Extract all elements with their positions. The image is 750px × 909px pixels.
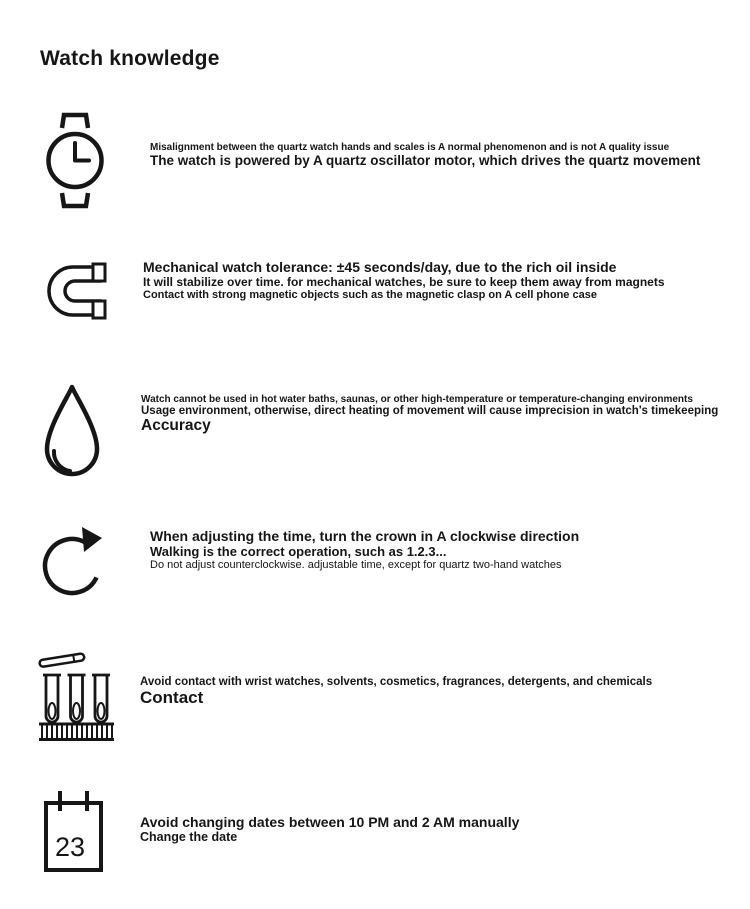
section-line: Misalignment between the quartz watch hands and scales is A normal phenomenon and is not A quality issue bbox=[150, 142, 670, 153]
water-drop-icon bbox=[40, 383, 104, 480]
magnet-icon-svg bbox=[45, 262, 107, 320]
section-line: Watch cannot be used in hot water baths, saunas, or other high-temperature or temperature-changing environments bbox=[141, 394, 693, 405]
section-heading: Contact bbox=[140, 688, 204, 707]
section-accuracy bbox=[141, 394, 718, 435]
calendar-day-number: 23 bbox=[55, 832, 86, 862]
clockwise-arrow-icon-svg bbox=[42, 524, 108, 602]
test-tubes-icon-svg bbox=[38, 645, 115, 745]
section-quartz-movement bbox=[150, 142, 700, 168]
section-line: Walking is the correct operation, such as 1.2.3... bbox=[150, 544, 447, 559]
section-time-adjustment bbox=[150, 528, 579, 571]
section-line: It will stabilize over time. for mechanical watches, be sure to keep them away from magnets bbox=[143, 275, 665, 289]
section-line: Contact with strong magnetic objects such as the magnetic clasp on A cell phone case bbox=[143, 289, 597, 301]
test-tubes-icon bbox=[38, 645, 115, 745]
section-heading: Accuracy bbox=[141, 417, 211, 434]
magnet-icon bbox=[45, 262, 107, 320]
section-line: Change the date bbox=[140, 830, 238, 844]
watch-icon bbox=[45, 112, 105, 209]
section-line: Mechanical watch tolerance: ±45 seconds/day, due to the rich oil inside bbox=[143, 259, 617, 275]
section-magnetism bbox=[143, 259, 665, 301]
section-line: Do not adjust counterclockwise. adjustable time, except for quartz two-hand watches bbox=[150, 559, 562, 571]
section-line: Avoid changing dates between 10 PM and 2 AM manually bbox=[140, 814, 520, 830]
section-chemical-contact bbox=[140, 676, 652, 708]
section-date-change bbox=[140, 814, 519, 844]
page-title: Watch knowledge bbox=[40, 47, 220, 71]
calendar-icon bbox=[42, 788, 105, 874]
clockwise-arrow-icon bbox=[42, 524, 108, 602]
section-line: Avoid contact with wrist watches, solvents, cosmetics, fragrances, detergents, and chemicals bbox=[140, 676, 653, 688]
calendar-icon-svg bbox=[42, 788, 105, 874]
watch-icon-svg bbox=[45, 112, 105, 209]
section-line: When adjusting the time, turn the crown in A clockwise direction bbox=[150, 528, 580, 544]
section-line: Usage environment, otherwise, direct heating of movement will cause imprecision in watch's timekeeping bbox=[141, 405, 719, 417]
section-line: The watch is powered by A quartz oscillator motor, which drives the quartz movement bbox=[150, 153, 701, 168]
water-drop-icon-svg bbox=[40, 383, 104, 480]
